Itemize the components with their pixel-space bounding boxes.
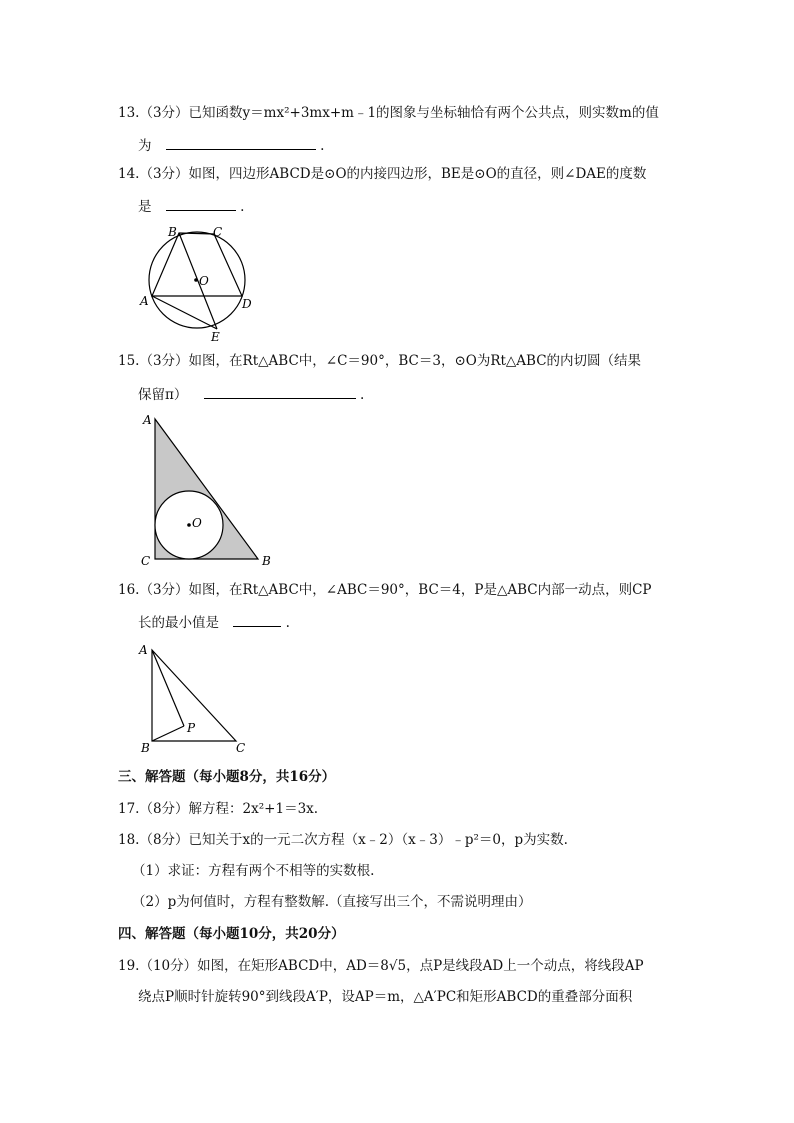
q16-figure-right-triangle <box>136 640 256 758</box>
section-4-heading: 四、解答题（每小题10分，共20分） <box>118 926 345 942</box>
q15-line1: 15.（3分）如图，在Rt△ABC中，∠C＝90°，BC＝3，⊙O为Rt△ABC的内切圆（结果 <box>118 353 642 369</box>
q14-line1: 14.（3分）如图，四边形ABCD是⊙O的内接四边形，BE是⊙O的直径，则∠DAE的度数 <box>118 166 647 182</box>
segment-bp <box>152 726 184 741</box>
q18-part2: （2）p为何值时，方程有整数解.（直接写出三个，不需说明理由） <box>132 894 532 910</box>
label-p: P <box>187 721 196 735</box>
q13-line2 <box>138 135 324 155</box>
q16-end: . <box>285 615 290 631</box>
q15-answer-blank[interactable] <box>204 384 356 399</box>
label-o: O <box>192 516 202 530</box>
label-a: A <box>140 294 149 308</box>
q14-figure-circle-quadrilateral <box>132 222 262 347</box>
label-d: D <box>242 297 252 311</box>
quadrilateral-abcd <box>152 233 242 296</box>
q15-prefix: 保留π） <box>138 387 188 403</box>
q16-answer-blank[interactable] <box>233 612 281 627</box>
segment-ap <box>152 650 184 726</box>
center-point-o <box>194 278 198 282</box>
diameter-be <box>179 233 217 329</box>
q19-line1: 19.（10分）如图，在矩形ABCD中，AD＝8√5，点P是线段AD上一个动点，将线段AP <box>118 958 644 974</box>
q13-prefix: 为 <box>138 138 152 154</box>
label-b: B <box>262 554 271 568</box>
label-b: B <box>168 225 177 239</box>
label-b: B <box>141 741 150 755</box>
q14-line2 <box>138 196 244 216</box>
q17-line: 17.（8分）解方程：2x²+1＝3x. <box>118 801 319 817</box>
q13-answer-blank[interactable] <box>166 135 316 150</box>
center-point-o <box>187 523 191 527</box>
q18-line1: 18.（8分）已知关于x的一元二次方程（x﹣2）（x﹣3）﹣p²＝0，p为实数. <box>118 832 568 848</box>
label-c: C <box>141 554 151 568</box>
q15-figure-incircle-triangle <box>138 410 283 572</box>
label-a: A <box>143 413 152 427</box>
label-a: A <box>139 643 148 657</box>
label-e: E <box>211 330 220 344</box>
section-3-heading: 三、解答题（每小题8分，共16分） <box>118 769 336 785</box>
q14-answer-blank[interactable] <box>166 196 236 211</box>
q13-line1: 13.（3分）已知函数y＝mx²+3mx+m﹣1的图象与坐标轴恰有两个公共点，则实数m的值 <box>118 105 659 121</box>
q16-prefix: 长的最小值是 <box>138 615 219 631</box>
q15-line2 <box>138 384 364 404</box>
q15-end: . <box>359 387 365 403</box>
label-o: O <box>199 274 209 288</box>
q14-end: . <box>240 199 245 215</box>
label-c: C <box>213 225 223 239</box>
q18-part1: （1）求证：方程有两个不相等的实数根. <box>132 863 375 879</box>
q16-line2 <box>138 612 290 632</box>
label-c: C <box>236 741 246 755</box>
q19-line2: 绕点P顺时针旋转90°到线段A′P，设AP＝m，△A′PC和矩形ABCD的重叠部分面积 <box>138 989 633 1005</box>
q16-line1: 16.（3分）如图，在Rt△ABC中，∠ABC＝90°，BC＝4，P是△ABC内部一动点，则CP <box>118 582 652 598</box>
q13-end: . <box>320 138 325 154</box>
q14-prefix: 是 <box>138 199 152 215</box>
